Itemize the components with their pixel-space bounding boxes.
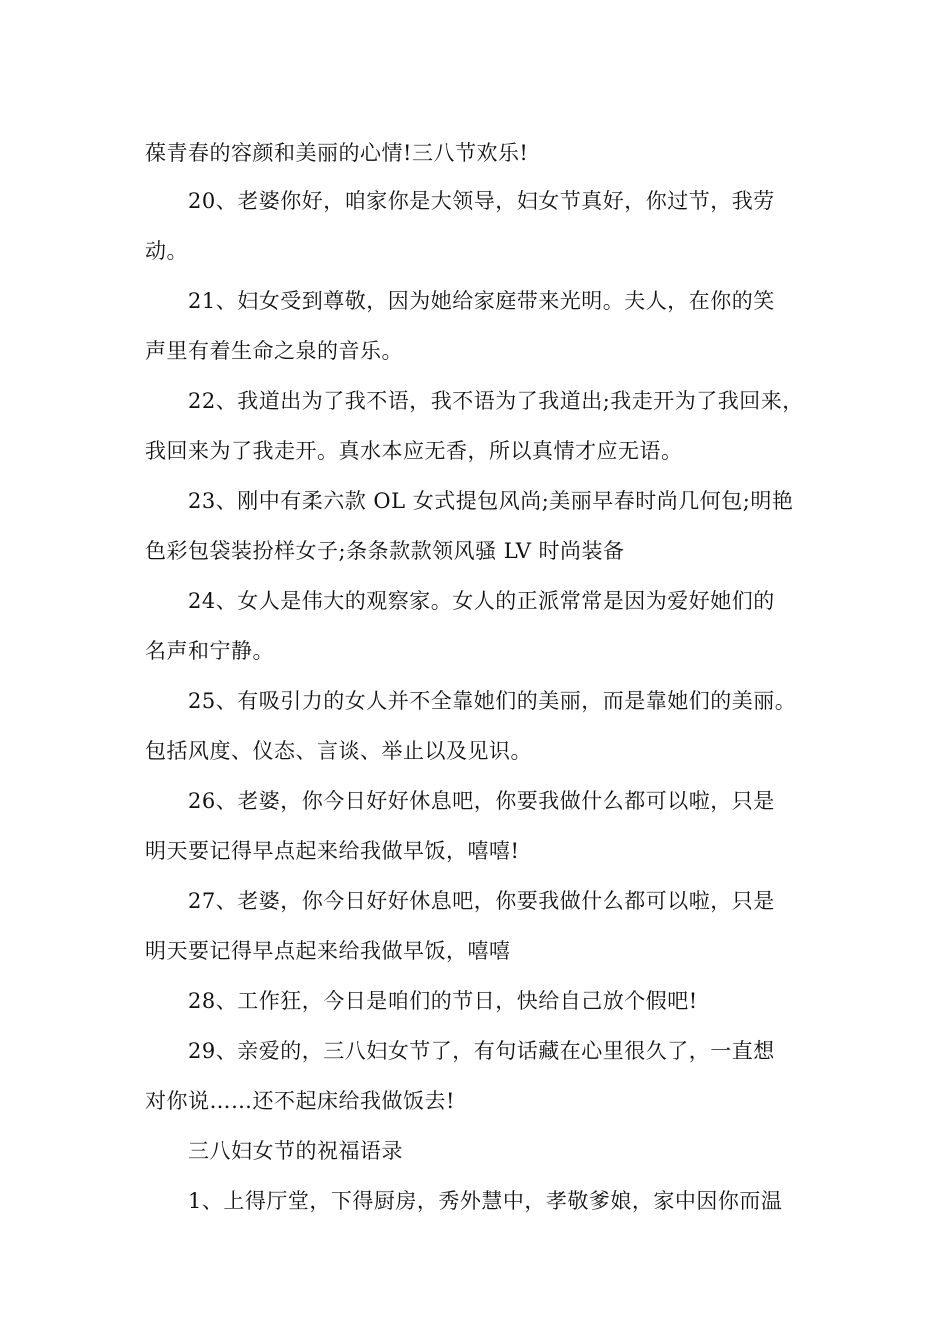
text-line: 我回来为了我走开。真水本应无香，所以真情才应无语。 [145, 439, 683, 463]
text-line: 29、亲爱的，三八妇女节了，有句话藏在心里很久了，一直想 [188, 1039, 775, 1063]
text-line: 22、我道出为了我不语，我不语为了我道出;我走开为了我回来， [188, 389, 804, 413]
text-line: 名声和宁静。 [145, 639, 274, 663]
text-line: 24、女人是伟大的观察家。女人的正派常常是因为爱好她们的 [188, 589, 775, 613]
text-line: 20、老婆你好，咱家你是大领导，妇女节真好，你过节，我劳 [188, 189, 775, 213]
text-line: 色彩包袋装扮样女子;条条款款领风骚 LV 时尚装备 [145, 539, 625, 563]
section-heading: 三八妇女节的祝福语录 [188, 1139, 403, 1163]
text-line: 21、妇女受到尊敬，因为她给家庭带来光明。夫人，在你的笑 [188, 289, 775, 313]
text-line: 明天要记得早点起来给我做早饭，嘻嘻! [145, 839, 520, 863]
text-line: 动。 [145, 239, 188, 263]
text-line: 包括风度、仪态、言谈、举止以及见识。 [145, 739, 532, 763]
text-line: 明天要记得早点起来给我做早饭，嘻嘻 [145, 939, 511, 963]
text-line: 声里有着生命之泉的音乐。 [145, 339, 403, 363]
text-line: 对你说……还不起床给我做饭去! [145, 1089, 455, 1113]
text-line: 26、老婆，你今日好好休息吧，你要我做什么都可以啦，只是 [188, 789, 775, 813]
text-line: 27、老婆，你今日好好休息吧，你要我做什么都可以啦，只是 [188, 889, 775, 913]
text-line: 1、上得厅堂，下得厨房，秀外慧中，孝敬爹娘，家中因你而温 [188, 1189, 783, 1213]
text-line: 葆青春的容颜和美丽的心情!三八节欢乐! [145, 141, 529, 165]
text-line: 28、工作狂，今日是咱们的节日，快给自己放个假吧! [188, 989, 698, 1013]
text-line: 23、刚中有柔六款 OL 女式提包风尚;美丽早春时尚几何包;明艳 [188, 489, 794, 513]
text-line: 25、有吸引力的女人并不全靠她们的美丽，而是靠她们的美丽。 [188, 689, 797, 713]
